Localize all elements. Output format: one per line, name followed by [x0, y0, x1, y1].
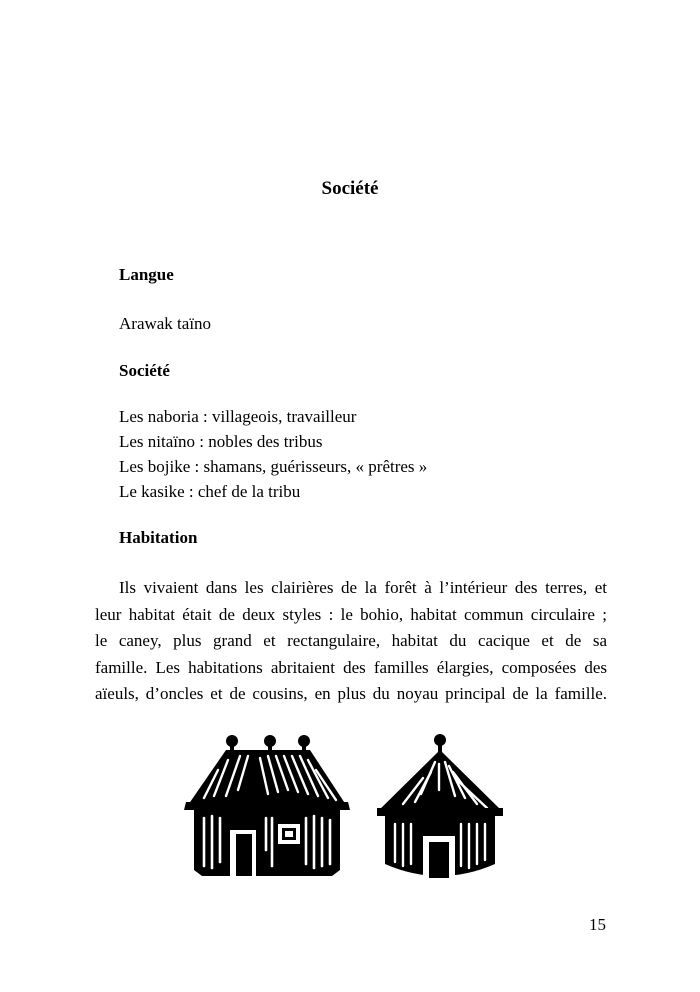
paragraph-line: leur habitat était de deux styles : le bohio, habitat commun circulaire ; — [95, 604, 607, 624]
page-title: Société — [321, 178, 379, 199]
paragraph-line: aïeuls, d’oncles et de cousins, en plus du noyau principal de la famille. — [95, 684, 607, 703]
paragraph-line: Ils vivaient dans les clairières de la forêt à l’intérieur des terres, et — [119, 578, 607, 597]
heading-langue: Langue — [119, 265, 174, 284]
societe-item: Les naboria : villageois, travailleur — [119, 407, 357, 426]
page-number: 15 — [589, 915, 606, 934]
heading-societe: Société — [119, 361, 170, 380]
caney-hut-icon — [182, 730, 352, 882]
habitation-paragraph — [95, 575, 607, 708]
paragraph-line: famille. Les habitations abritaient des familles élargies, composées des — [95, 657, 607, 677]
societe-item: Les nitaïno : nobles des tribus — [119, 432, 323, 451]
heading-habitation: Habitation — [119, 528, 198, 547]
societe-item: Le kasike : chef de la tribu — [119, 482, 301, 501]
langue-text: Arawak taïno — [119, 314, 212, 333]
bohio-hut-icon — [375, 732, 505, 882]
societe-item: Les bojike : shamans, guérisseurs, « prêtres » — [119, 457, 428, 476]
paragraph-line: le caney, plus grand et rectangulaire, habitat du cacique et de sa — [95, 631, 607, 650]
